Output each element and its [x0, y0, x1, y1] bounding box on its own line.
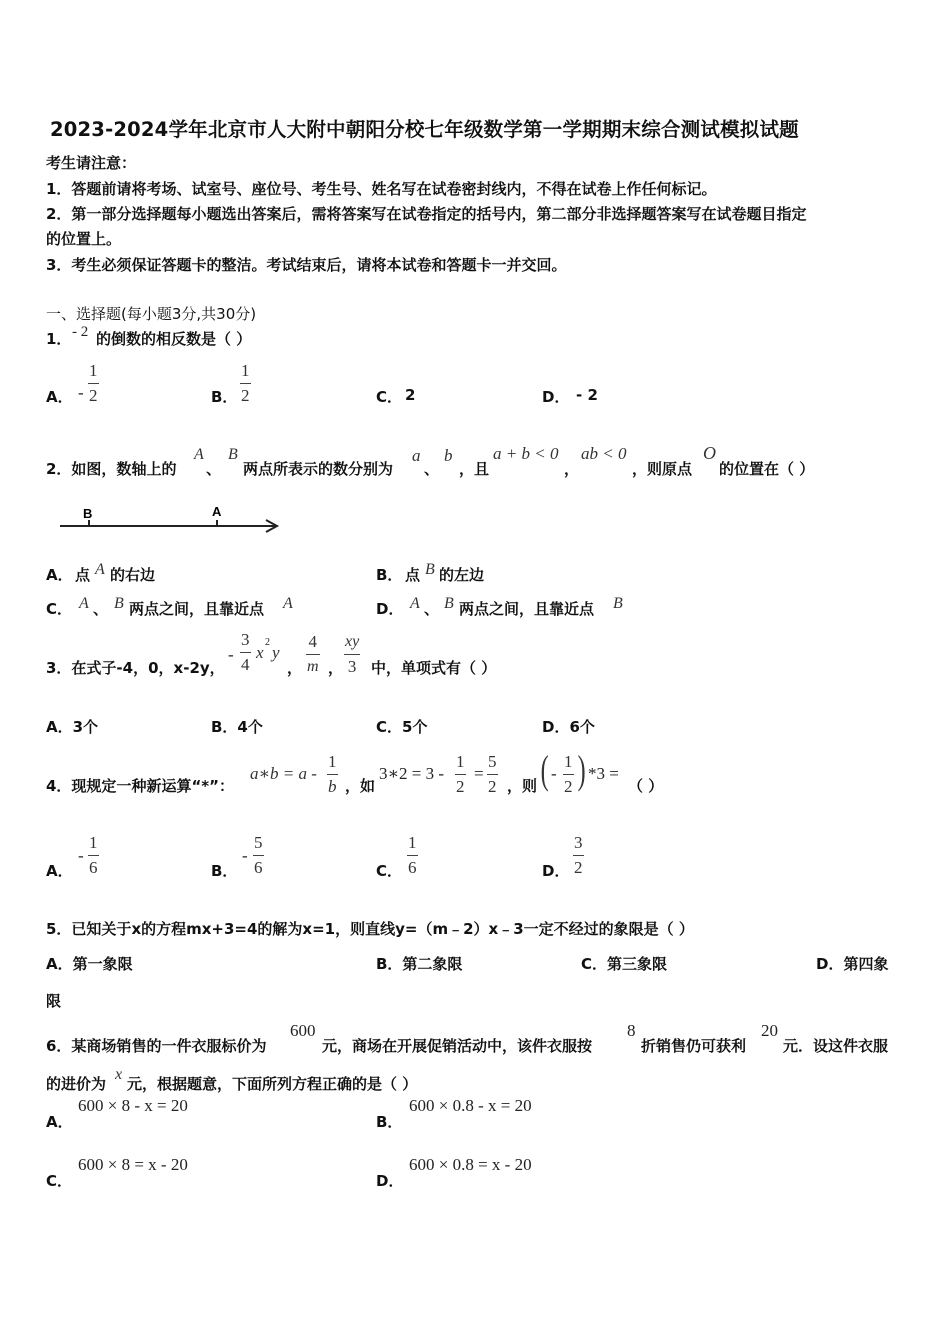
q3-expr2-fraction	[306, 632, 320, 677]
q1-option-d-value: - 2	[576, 386, 598, 404]
q3-e2-den: m	[307, 658, 319, 675]
q2-option-b-label: B．	[376, 566, 403, 584]
q5-option-b: B．第二象限	[376, 955, 463, 973]
q3-option-a: A．3个	[46, 718, 99, 736]
q6-text-3: 折销售仍可获利	[641, 1037, 747, 1055]
q4-q-num: 1	[564, 752, 573, 771]
q2-option-d-p2: B	[444, 595, 454, 612]
q4-example-fraction-2	[487, 752, 498, 797]
q4-text: 4．现规定一种新运算“*”：	[46, 777, 234, 795]
q2-option-c-p2: B	[114, 595, 124, 612]
q4-definition-lhs: a∗b = a -	[250, 764, 317, 783]
q3-comma-1: ，	[287, 659, 303, 677]
q1-option-a-sign: -	[78, 383, 84, 402]
q2-var-a: a	[412, 446, 421, 465]
q4-right-paren: )	[577, 747, 586, 792]
q2-option-a-point: A	[95, 561, 105, 578]
q6-option-d-label: D．	[376, 1172, 404, 1190]
q4-option-c-fraction	[407, 833, 418, 878]
q4-option-a-fraction	[88, 833, 99, 878]
q2-option-d-p3: B	[613, 595, 623, 612]
q2-point-a: A	[194, 446, 204, 463]
q4-option-d-label: D．	[542, 862, 570, 880]
q4-option-b-label: B．	[211, 862, 238, 880]
q2-sep-3: ，	[564, 460, 580, 478]
q6-discount: 8	[627, 1021, 636, 1040]
q1-option-a-fraction	[88, 361, 99, 406]
q6-text-1: 6．某商场销售的一件衣服标价为	[46, 1037, 267, 1055]
page-title: 2023-2024学年北京市人大附中朝阳分校七年级数学第一学期期末综合测试模拟试题	[50, 118, 799, 141]
q2-text-2: 两点所表示的数分别为	[243, 460, 394, 478]
q4-d-den: 2	[574, 858, 583, 877]
q2-option-a-label: A．	[46, 566, 73, 584]
q4-option-a-label: A．	[46, 862, 73, 880]
q2-origin-o: O	[703, 443, 716, 463]
q3-tail: 中，单项式有（ ）	[371, 659, 497, 677]
q6-text-4: 元．设这件衣服	[783, 1037, 889, 1055]
q5-option-a: A．第一象限	[46, 955, 133, 973]
q2-option-d-sep: 、	[424, 600, 440, 618]
q6-profit: 20	[761, 1021, 778, 1040]
q6-option-a-label: A．	[46, 1113, 73, 1131]
q3-expr1-y: y	[272, 643, 280, 662]
q4-b-den: 6	[254, 858, 263, 877]
notice-item-1: 1．答题前请将考场、试室号、座位号、考生号、姓名写在试卷密封线内，不得在试卷上作任何标记。	[46, 180, 717, 198]
q6-option-b-label: B．	[376, 1113, 403, 1131]
q4-c-den: 6	[408, 858, 417, 877]
q6-option-a-equation: 600 × 8 - x = 20	[78, 1096, 188, 1115]
q1-option-b-fraction	[240, 361, 251, 406]
q2-option-b-post: 的左边	[439, 566, 485, 584]
q1-math: - 2	[72, 324, 89, 340]
q6-price: 600	[290, 1021, 316, 1040]
q3-e1-num: 3	[241, 630, 250, 649]
q5-option-d: D．第四象	[816, 955, 889, 973]
q3-expr3-fraction	[344, 632, 360, 677]
q6-var-x: x	[115, 1066, 123, 1083]
q1-option-d-label: D．	[542, 388, 570, 406]
q1-a-num: 1	[89, 361, 98, 380]
q2-option-b-pre: 点	[405, 566, 421, 584]
q4-a-den: 6	[89, 858, 98, 877]
notice-heading: 考生请注意：	[46, 154, 137, 172]
q1-option-b-label: B．	[211, 388, 238, 406]
q2-var-b: b	[444, 446, 453, 465]
q4-option-a-sign: -	[78, 846, 84, 865]
q6-text-2: 元，商场在开展促销活动中，该件衣服按	[322, 1037, 593, 1055]
q4-ex-num2: 5	[488, 752, 497, 771]
q4-q-den: 2	[564, 777, 573, 796]
q5-option-d-cont: 限	[46, 992, 62, 1010]
q4-example-eq: =	[474, 764, 484, 783]
q2-option-d-label: D．	[376, 600, 404, 618]
q2-text-3: ，且	[459, 460, 490, 478]
q2-number-line-figure	[56, 500, 286, 536]
q4-example-lhs: 3∗2 = 3 -	[379, 764, 445, 783]
q2-option-b-point: B	[425, 561, 435, 578]
q3-expr1-sign: -	[228, 645, 234, 664]
q1-option-c-value: 2	[405, 386, 416, 404]
q3-e3-num: xy	[345, 633, 360, 650]
q4-d-num: 3	[574, 833, 583, 852]
q2-option-c-p3: A	[283, 595, 293, 612]
q2-option-a-pre: 点	[75, 566, 91, 584]
q3-text: 3．在式子-4，0，x-2y，	[46, 659, 225, 677]
q4-option-b-sign: -	[242, 846, 248, 865]
q4-left-paren: (	[540, 747, 549, 792]
q2-text-5: 的位置在（ ）	[719, 460, 815, 478]
q4-then: ，则	[507, 777, 538, 795]
q4-option-d-fraction	[573, 833, 584, 878]
q1-a-den: 2	[89, 386, 98, 405]
q6-text-6: 元，根据题意，下面所列方程正确的是（ ）	[127, 1075, 418, 1093]
q6-text-5: 的进价为	[46, 1075, 107, 1093]
q3-option-b: B．4个	[211, 718, 263, 736]
q4-question-tail: *3 =	[588, 764, 619, 783]
q2-option-c-mid: 两点之间，且靠近点	[129, 600, 265, 618]
notice-item-3: 3．考生必须保证答题卡的整洁。考试结束后，请将本试卷和答题卡一并交回。	[46, 256, 567, 274]
q3-e1-den: 4	[241, 655, 250, 674]
q1-b-num: 1	[241, 361, 250, 380]
q4-option-b-fraction	[253, 833, 264, 878]
q4-def-den: b	[328, 777, 337, 796]
q4-b-num: 5	[254, 833, 263, 852]
q1-option-c-label: C．	[376, 388, 403, 406]
q4-mid: ，如	[345, 777, 376, 795]
q5-option-c: C．第三象限	[581, 955, 668, 973]
q2-text-1: 2．如图，数轴上的	[46, 460, 177, 478]
q4-option-c-label: C．	[376, 862, 403, 880]
q4-ex-den2: 2	[488, 777, 497, 796]
q2-sep-1: 、	[206, 460, 222, 478]
q5-text: 5．已知关于x的方程mx+3=4的解为x=1，则直线y=（m﹣2）x﹣3一定不经过的象限是（ ）	[46, 920, 694, 938]
q2-option-d-mid: 两点之间，且靠近点	[459, 600, 595, 618]
number-line-label-a: A	[212, 504, 222, 519]
q6-option-b-equation: 600 × 0.8 - x = 20	[409, 1096, 532, 1115]
q4-ex-num1: 1	[456, 752, 465, 771]
q2-option-d-p1: A	[410, 595, 420, 612]
q4-ex-den1: 2	[456, 777, 465, 796]
q2-sep-2: 、	[424, 460, 440, 478]
q4-example-fraction-1	[455, 752, 466, 797]
q2-text-4: ，则原点	[632, 460, 693, 478]
q3-e3-den: 3	[347, 657, 357, 676]
q1-b-den: 2	[241, 386, 250, 405]
q2-condition-2: ab < 0	[581, 444, 627, 463]
q4-question-fraction	[563, 752, 574, 797]
q4-answer-paren: （ ）	[628, 777, 664, 795]
q3-expr1-x: x	[256, 643, 264, 662]
q6-option-c-equation: 600 × 8 = x - 20	[78, 1155, 188, 1174]
q2-point-b: B	[228, 446, 238, 463]
q3-e2-num: 4	[308, 632, 318, 651]
q2-option-c-label: C．	[46, 600, 73, 618]
q6-option-d-equation: 600 × 0.8 = x - 20	[409, 1155, 532, 1174]
q1-option-a-label: A．	[46, 388, 73, 406]
q1-text: 的倒数的相反数是（ ）	[96, 330, 252, 348]
q4-question-sign: -	[551, 764, 557, 783]
q4-definition-fraction	[327, 752, 338, 797]
notice-item-2: 2．第一部分选择题每小题选出答案后，需将答案写在试卷指定的括号内，第二部分非选择题答案写在试卷题目指定	[46, 205, 807, 223]
q6-option-c-label: C．	[46, 1172, 73, 1190]
number-line-label-b: B	[83, 506, 93, 521]
q4-c-num: 1	[408, 833, 417, 852]
q2-option-c-p1: A	[79, 595, 89, 612]
section-heading: 一、选择题(每小题3分,共30分)	[46, 305, 257, 323]
q2-option-a-post: 的右边	[110, 566, 156, 584]
notice-item-2-cont: 的位置上。	[46, 230, 122, 248]
q4-a-num: 1	[89, 833, 98, 852]
q3-expr1-sup: 2	[265, 637, 270, 648]
q2-option-c-sep: 、	[93, 600, 109, 618]
q1-number: 1．	[46, 330, 72, 348]
q3-expr1-fraction	[240, 630, 251, 675]
q3-option-c: C．5个	[376, 718, 428, 736]
q3-comma-2: ，	[328, 659, 344, 677]
q4-def-num: 1	[328, 752, 337, 771]
q3-option-d: D．6个	[542, 718, 595, 736]
q2-condition-1: a + b < 0	[493, 444, 559, 463]
